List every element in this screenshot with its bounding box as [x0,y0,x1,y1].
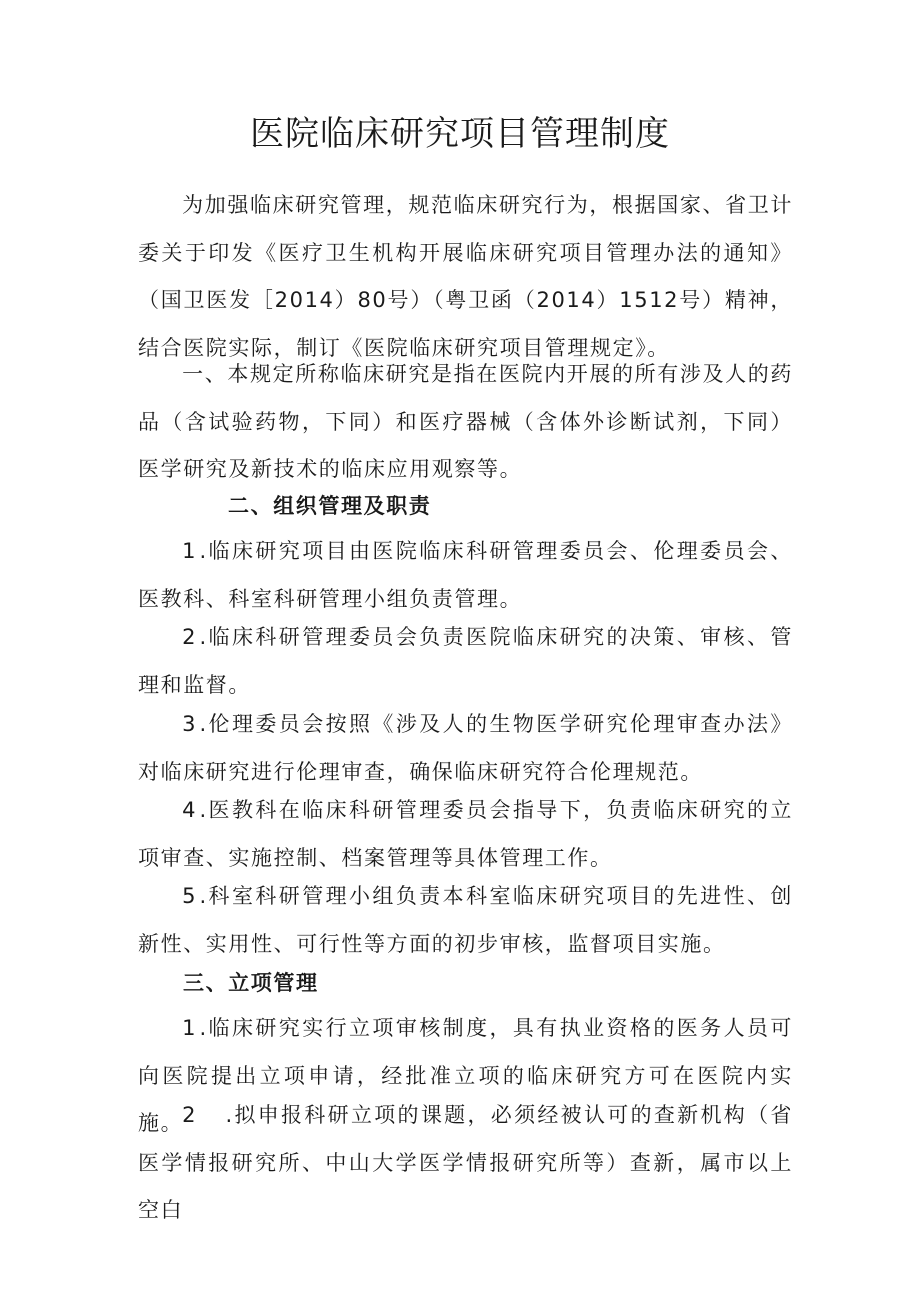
item-number: 1 [182,539,200,563]
section2-item-2 [138,614,793,709]
item-text: .临床研究实行立项审核制度，具有执业资格的医务人员可向医院提出立项申请，经批准立项的临床研究方可在医院内实施。 [138,1016,793,1135]
section2-item-4 [138,787,793,882]
item-number: 1 [182,1016,200,1040]
section3-item-2 [138,1092,793,1235]
item-number: 3 [182,712,200,736]
item-number: 4 [182,798,200,822]
section2-item-3 [138,701,793,796]
item-text: .临床研究项目由医院临床科研管理委员会、伦理委员会、医教科、科室科研管理小组负责管理。 [138,539,793,611]
section2-item-1 [138,528,793,623]
item-text: .临床科研管理委员会负责医院临床研究的决策、审核、管理和监督。 [138,625,793,697]
item-number: 5 [182,884,200,908]
item-text: .科室科研管理小组负责本科室临床研究项目的先进性、创新性、实用性、可行性等方面的初步审核，监督项目实施。 [138,884,793,956]
preamble-paragraph: 为加强临床研究管理，规范临床研究行为，根据国家、省卫计委关于印发《医疗卫生机构开展临床研究项目管理办法的通知》（国卫医发［2014）80号）（粤卫函（2014）1512号）精神，结合医院实际，制订《医院临床研究项目管理规定》。 [138,193,793,360]
item-number: 2 [182,625,200,649]
document-title: 医院临床研究项目管理制度 [250,114,670,154]
section2-heading: 二、组织管理及职责 [228,494,432,518]
item-text: .拟申报科研立项的课题，必须经被认可的查新机构（省医学情报研究所、中山大学医学情报研究所等）查新，属市以上空白 [138,1103,793,1222]
section1-paragraph: 一、本规定所称临床研究是指在医院内开展的所有涉及人的药品（含试验药物，下同）和医疗器械（含体外诊断试剂，下同）医学研究及新技术的临床应用观察等。 [138,362,793,481]
item-number: 2 [182,1103,226,1127]
item-text: .医教科在临床科研管理委员会指导下，负责临床研究的立项审查、实施控制、档案管理等具体管理工作。 [138,798,793,870]
section2-item-5 [138,873,793,968]
item-text: .伦理委员会按照《涉及人的生物医学研究伦理审查办法》对临床研究进行伦理审查，确保临床研究符合伦理规范。 [138,712,793,784]
section3-heading: 三、立项管理 [183,971,319,995]
